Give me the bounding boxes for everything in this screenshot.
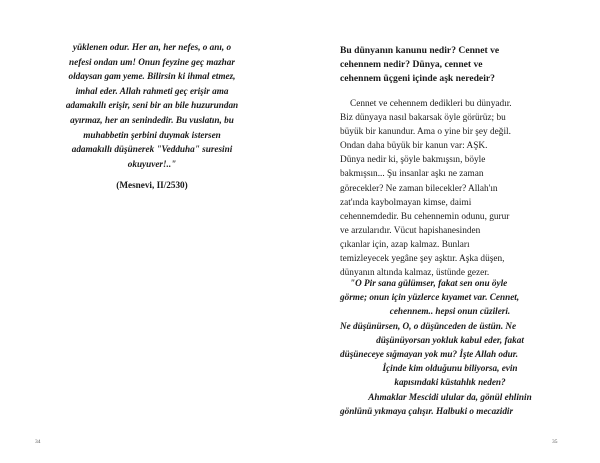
quote-line: adamakıllı erişir, seni bir an bile huzurundan [65, 100, 239, 111]
quote-line: adamakıllı düşünerek "Vedduha" suresini [71, 144, 233, 155]
body-line: büyük bir kanundur. Ama o yine bir şey değil. [340, 127, 511, 138]
poem-line: Ne düşünürsen, O, o düşünceden de üstün. Ne [340, 320, 517, 331]
right-page-number: 35 [552, 439, 558, 445]
quote-line: nefesi ondan um! Onun feyzine geç mazhar [69, 56, 235, 67]
body-line: bakmışsın... Şu insanlar aşkı ne zaman [340, 169, 484, 180]
poem-line: cehennem.. hepsi onun cüzileri. [389, 306, 511, 317]
quote-line: oldaysan gam yeme. Bilirsin ki ihmal etmez, [68, 71, 236, 82]
question-line: Bu dünyanın kanunu nedir? Cennet ve [340, 45, 500, 56]
quote-line: okuyuver!.." [127, 158, 177, 169]
quote-line: ayırmaz, her an senindedir. Bu vuslatın, bu [70, 114, 234, 125]
poem-line: "O Pir sana gülümser, fakat sen onu öyle [350, 278, 508, 288]
body-line: cehennemdedir. Bu cehennemin odunu, gurur [340, 211, 510, 222]
poem-quote-block [340, 276, 560, 418]
question-line: cehennem nedir? Dünya, cennet ve [340, 58, 483, 70]
quote-line: muhabbetin şerbini duymak istersen [83, 129, 221, 140]
body-line: Dünya nedir ki, şöyle bakmışsın, böyle [340, 155, 486, 166]
left-page-number: 34 [35, 439, 41, 445]
poem-line: görme; onun için yüzlerce kıyamet var. Cennet, [340, 292, 520, 303]
poem-line: İçinde kim olduğunu biliyorsa, evin [382, 363, 518, 374]
poem-line: düşüneceye sığmayan yok mu? İşte Allah odur. [340, 349, 519, 360]
body-line: zat'ında kaybolmayan kimse, daimi [340, 197, 472, 208]
body-line: dünyanın altında kalmaz, üstünde gezer. [340, 268, 490, 279]
body-line: Cennet ve cehennem dedikleri bu dünyadır. [350, 99, 512, 109]
poem-line: Ahmaklar Mescidi ulular da, gönül ehlinin [368, 391, 532, 402]
quote-line: yüklenen odur. Her an, her nefes, o anı, o [72, 42, 232, 52]
quote-citation: (Mesnevi, II/2530) [116, 180, 188, 191]
body-paragraph [340, 97, 560, 280]
body-line: ve arzularıdır. Vücut hapishanesinden [340, 225, 481, 236]
quote-line: imhal eder. Allah rahmeti geç erişir ama [75, 85, 229, 96]
question-line: cehennem üçgeni içinde aşk neredeir? [340, 72, 495, 84]
poem-line: düşünüyorsan yokluk kabul eder, fakat [376, 334, 524, 345]
body-line: temizleyecek yegâne şey aşktır. Aşka düşen, [340, 254, 505, 265]
poem-line: kapısındaki küstahlık neden? [394, 377, 506, 388]
body-line: görecekler? Ne zaman bilecekler? Allah'ın [340, 183, 498, 194]
body-line: Biz dünyaya nasıl bakarsak öyle görürüz; bu [340, 113, 506, 124]
section-question-heading [340, 44, 560, 85]
left-quote-block [36, 40, 268, 193]
body-line: Ondan daha büyük bir kanun var: AŞK. [340, 141, 488, 152]
poem-line: gönlünü yıkmaya çalışır. Halbuki o mecazidir [340, 405, 514, 416]
body-line: çıkanlar için, azap kalmaz. Bunları [340, 239, 470, 250]
